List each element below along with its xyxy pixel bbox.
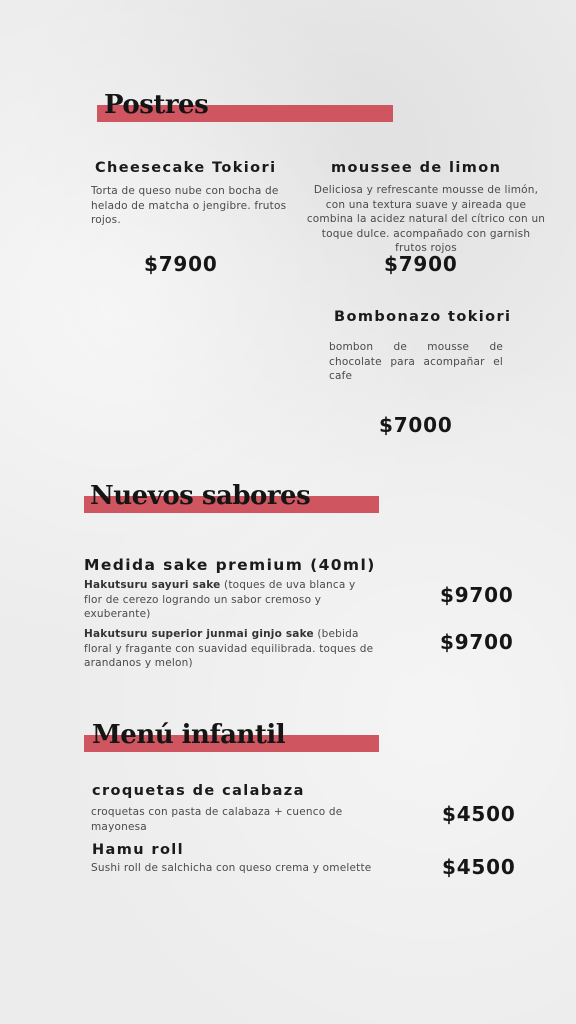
hamu-title: Hamu roll: [92, 842, 185, 858]
cheesecake-description: Torta de queso nube con bocha de helado de matcha o jengibre. frutos rojos.: [91, 185, 287, 226]
cheesecake-title: Cheesecake Tokiori: [95, 160, 277, 176]
junmai-description: [84, 627, 374, 671]
croquetas-description: croquetas con pasta de calabaza + cuenco de mayonesa: [91, 806, 343, 833]
infantil-title: Menú infantil: [92, 720, 286, 750]
junmai-details: (bebida floral y fragante con suavidad equilibrada. toques de arandanos y melon): [84, 628, 374, 669]
croquetas-price: $4500: [442, 802, 516, 826]
mousse-title: moussee de limon: [331, 160, 502, 176]
croquetas-title: croquetas de calabaza: [92, 783, 305, 799]
bombonazo-description: bombon de mousse de chocolate para acompañar el cafe: [329, 341, 503, 382]
mousse-price: $7900: [384, 252, 458, 276]
sayuri-price: $9700: [440, 583, 514, 607]
bombonazo-title: Bombonazo tokiori: [334, 309, 512, 325]
nuevos-title: Nuevos sabores: [90, 481, 311, 511]
mousse-description: Deliciosa y refrescante mousse de limón, con una textura suave y aireada que combina la acidez natural del cítrico con un toque dulce. acompañado con garnish frutos rojos: [306, 184, 546, 254]
hamu-description: Sushi roll de salchicha con queso crema y omelette: [91, 862, 372, 874]
bombonazo-price: $7000: [379, 413, 453, 437]
hamu-price: $4500: [442, 855, 516, 879]
sayuri-details: (toques de uva blanca y flor de cerezo logrando un sabor cremoso y exuberante): [84, 579, 356, 620]
sayuri-name: Hakutsuru sayuri sake: [84, 579, 221, 591]
cheesecake-price: $7900: [144, 252, 218, 276]
postres-title: Postres: [104, 90, 209, 120]
nuevos-subtitle: Medida sake premium (40ml): [84, 556, 376, 574]
junmai-name: Hakutsuru superior junmai ginjo sake: [84, 628, 314, 640]
sayuri-description: [84, 578, 364, 622]
junmai-price: $9700: [440, 630, 514, 654]
